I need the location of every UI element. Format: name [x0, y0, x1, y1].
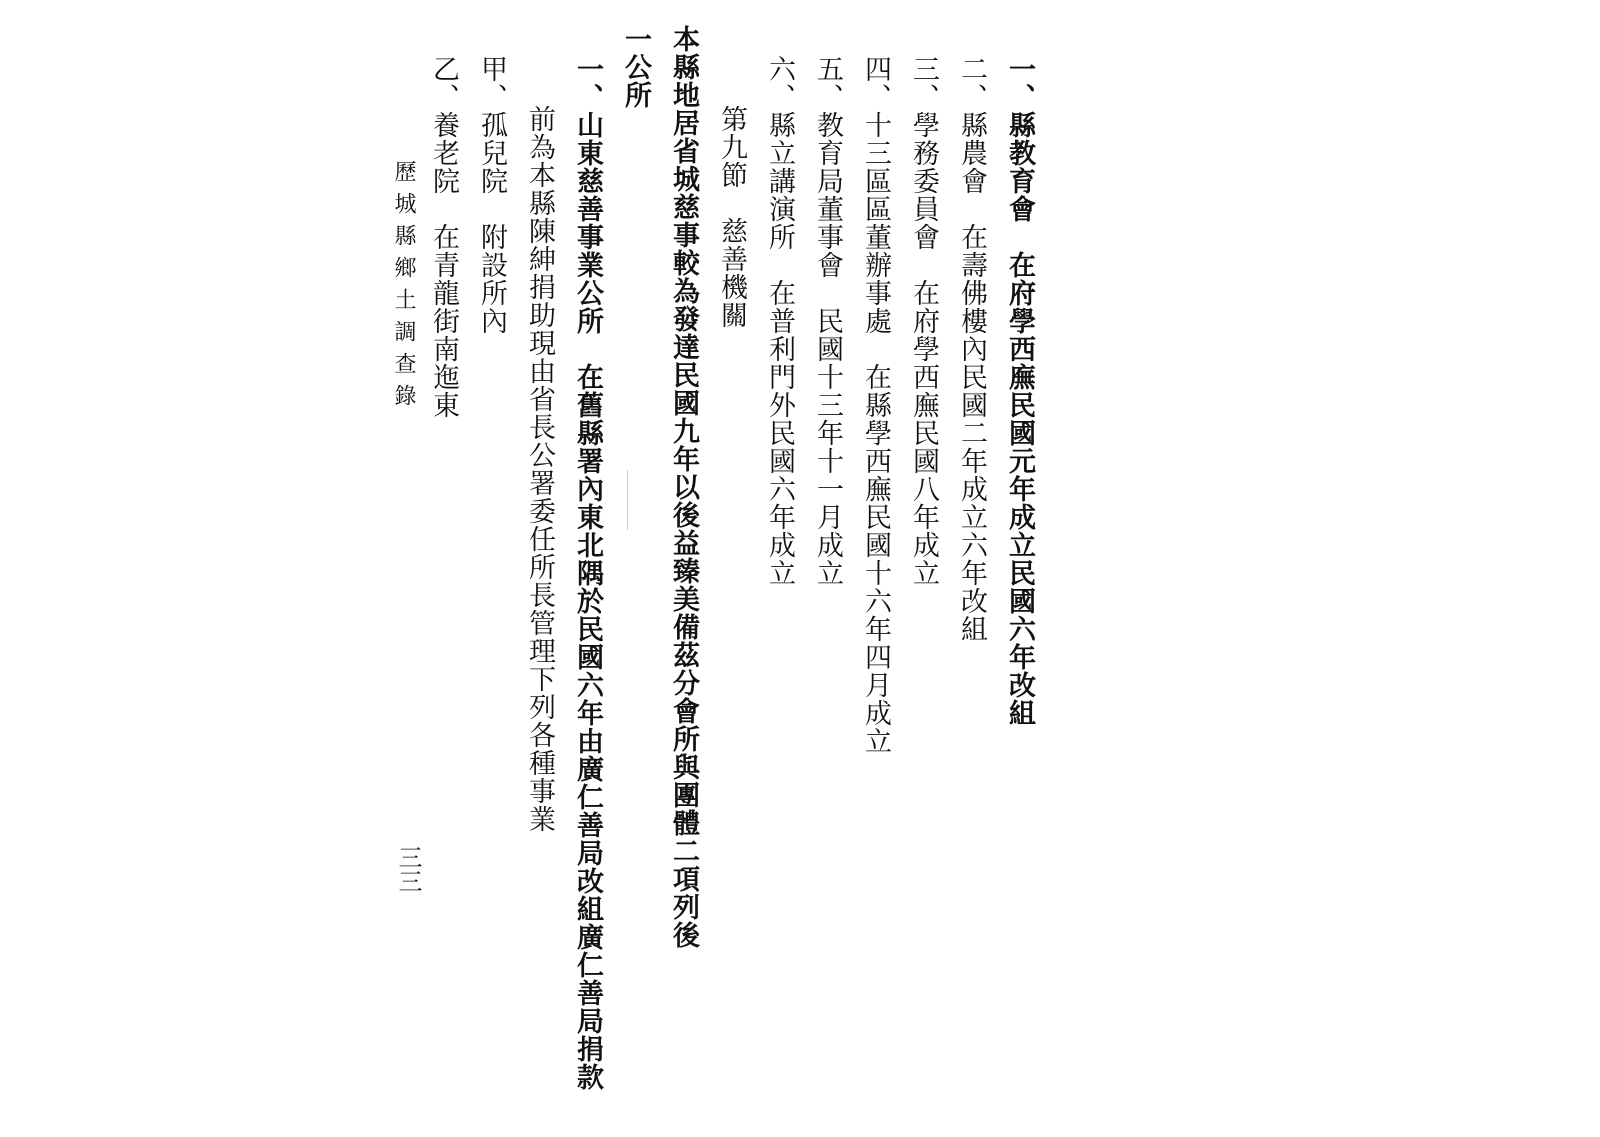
text-column-lecture-hall: 六、縣立講演所 在普利門外民國六年成立 — [764, 55, 795, 587]
text-column-introduction: 本縣地居省城慈事較為發達民國九年以後益臻美備茲分會所與團體二項列後 — [668, 25, 699, 949]
text-column-charity-bureau-continued: 前為本縣陳紳捐助現由省長公署委任所長管理下列各種事業 — [524, 105, 555, 833]
running-title: 歷城縣鄉土調查錄 — [391, 160, 416, 416]
text-column-education-board: 五、教育局董事會 民國十三年十一月成立 — [812, 55, 843, 587]
faint-rule — [627, 470, 628, 530]
text-column-charity-bureau: 一、山東慈善事業公所 在舊縣署內東北隅於民國六年由廣仁善局改組廣仁善局捐款 — [572, 55, 603, 1091]
page-number: 三三 — [394, 845, 422, 893]
category-heading: 一公所 — [620, 25, 651, 109]
text-column-school-affairs-committee: 三、學務委員會 在府學西廡民國八年成立 — [908, 55, 939, 587]
text-column-orphanage: 甲、孤兒院 附設所內 — [476, 55, 507, 335]
text-column-county-farmers-association: 二、縣農會 在壽佛樓內民國二年成立六年改組 — [956, 55, 987, 643]
text-column-district-office: 四、十三區區董辦事處 在縣學西廡民國十六年四月成立 — [860, 55, 891, 755]
section-heading: 第九節 慈善機關 — [716, 105, 747, 329]
text-column-home-for-aged: 乙、養老院 在青龍街南迤東 — [428, 55, 459, 419]
text-column-county-education-association: 一、縣教育會 在府學西廡民國元年成立民國六年改組 — [1004, 55, 1035, 727]
